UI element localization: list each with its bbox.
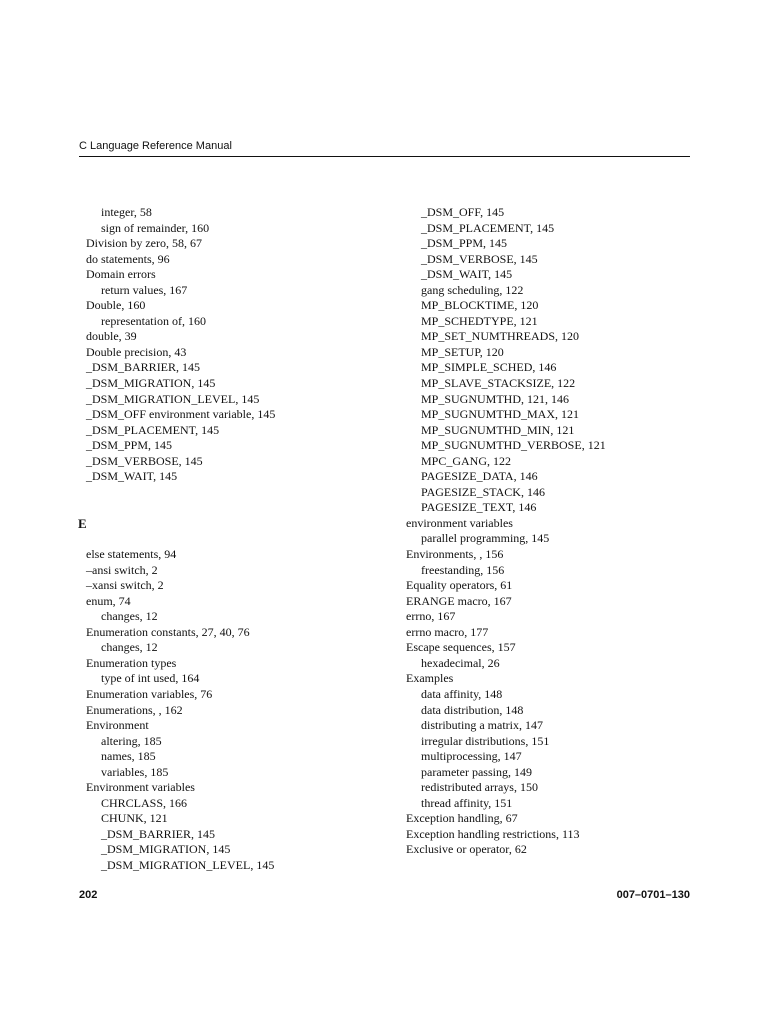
index-subentry: changes, 12	[101, 609, 158, 624]
index-column-right	[406, 205, 696, 858]
index-subentry: data affinity, 148	[421, 686, 503, 701]
document-number: 007–0701–130	[616, 889, 690, 901]
index-subentry: _DSM_MIGRATION, 145	[101, 842, 231, 857]
index-subentry: return values, 167	[101, 282, 188, 297]
blank-line	[86, 531, 386, 547]
index-entry: do statements, 96	[86, 251, 170, 266]
index-subentry: PAGESIZE_TEXT, 146	[421, 500, 537, 515]
index-subentry: MP_SUGNUMTHD_MAX, 121	[421, 407, 580, 422]
index-subentry: CHUNK, 121	[101, 811, 168, 826]
index-subentry: MP_BLOCKTIME, 120	[421, 298, 539, 313]
index-entry: –ansi switch, 2	[86, 562, 158, 577]
index-subentry: names, 185	[101, 749, 156, 764]
index-subentry: thread affinity, 151	[421, 795, 513, 810]
index-entry: _DSM_PLACEMENT, 145	[86, 422, 220, 437]
index-subentry: MP_SUGNUMTHD_MIN, 121	[421, 422, 575, 437]
index-subentry: distributing a matrix, 147	[421, 718, 543, 733]
index-subentry: _DSM_OFF, 145	[421, 205, 505, 219]
index-entry: Division by zero, 58, 67	[86, 236, 202, 251]
index-subentry: redistributed arrays, 150	[421, 780, 538, 795]
index-subentry: sign of remainder, 160	[101, 220, 210, 235]
index-subentry: irregular distributions, 151	[421, 733, 550, 748]
index-entry: Environment variables	[86, 780, 195, 795]
index-subentry: _DSM_PPM, 145	[421, 236, 508, 251]
running-header-title: C Language Reference Manual	[79, 140, 232, 152]
index-subentry: _DSM_MIGRATION_LEVEL, 145	[101, 857, 275, 872]
index-entry: Enumeration constants, 27, 40, 76	[86, 624, 250, 639]
index-entry: _DSM_MIGRATION, 145	[86, 376, 216, 391]
index-entry: errno macro, 177	[406, 624, 489, 639]
index-entry: _DSM_PPM, 145	[86, 438, 173, 453]
page-number: 202	[79, 889, 98, 901]
index-subentry: _DSM_PLACEMENT, 145	[421, 220, 555, 235]
index-entry: Domain errors	[86, 267, 156, 282]
index-subentry: gang scheduling, 122	[421, 282, 524, 297]
index-entry: Enumerations, , 162	[86, 702, 183, 717]
index-subentry: MP_SUGNUMTHD, 121, 146	[421, 391, 570, 406]
index-entry: Escape sequences, 157	[406, 640, 516, 655]
index-entry: _DSM_VERBOSE, 145	[86, 453, 203, 468]
index-entry: enum, 74	[86, 593, 131, 608]
index-entry: Double, 160	[86, 298, 146, 313]
index-subentry: hexadecimal, 26	[421, 655, 500, 670]
index-subentry: integer, 58	[101, 205, 152, 219]
index-entry: errno, 167	[406, 609, 456, 624]
index-subentry: PAGESIZE_STACK, 146	[421, 484, 545, 499]
index-subentry: CHRCLASS, 166	[101, 795, 188, 810]
index-column-left	[78, 205, 386, 874]
index-entry: Exclusive or operator, 62	[406, 842, 527, 857]
index-section-letter: E	[78, 515, 87, 531]
header-rule	[79, 156, 690, 157]
index-entry: _DSM_OFF environment variable, 145	[86, 407, 276, 422]
index-subentry: MPC_GANG, 122	[421, 453, 512, 468]
blank-line	[86, 485, 386, 501]
index-entry: _DSM_WAIT, 145	[86, 469, 178, 484]
index-subentry: MP_SCHEDTYPE, 121	[421, 313, 538, 328]
index-subentry: MP_SETUP, 120	[421, 344, 504, 359]
index-subentry: _DSM_WAIT, 145	[421, 267, 513, 282]
index-entry: Environments, , 156	[406, 547, 504, 562]
index-entry: _DSM_BARRIER, 145	[86, 360, 201, 375]
index-entry: Exception handling restrictions, 113	[406, 826, 580, 841]
index-entry: Equality operators, 61	[406, 578, 513, 593]
index-entry: Environment	[86, 718, 149, 733]
index-entry: Enumeration variables, 76	[86, 686, 213, 701]
index-subentry: _DSM_VERBOSE, 145	[421, 251, 538, 266]
index-subentry: MP_SET_NUMTHREADS, 120	[421, 329, 580, 344]
index-entry: Double precision, 43	[86, 344, 187, 359]
index-entry: ERANGE macro, 167	[406, 593, 512, 608]
index-subentry: _DSM_BARRIER, 145	[101, 826, 216, 841]
index-subentry: type of int used, 164	[101, 671, 200, 686]
index-subentry: freestanding, 156	[421, 562, 505, 577]
index-entry: environment variables	[406, 515, 513, 530]
index-subentry: changes, 12	[101, 640, 158, 655]
index-entry: –xansi switch, 2	[86, 578, 164, 593]
index-subentry: parameter passing, 149	[421, 764, 532, 779]
index-entry: else statements, 94	[86, 547, 177, 562]
index-subentry: MP_SUGNUMTHD_VERBOSE, 121	[421, 438, 606, 453]
index-subentry: multiprocessing, 147	[421, 749, 522, 764]
index-subentry: MP_SLAVE_STACKSIZE, 122	[421, 376, 576, 391]
index-subentry: PAGESIZE_DATA, 146	[421, 469, 538, 484]
index-subentry: MP_SIMPLE_SCHED, 146	[421, 360, 557, 375]
index-subentry: representation of, 160	[101, 313, 206, 328]
index-entry: double, 39	[86, 329, 137, 344]
index-entry: Enumeration types	[86, 655, 177, 670]
index-subentry: parallel programming, 145	[421, 531, 550, 546]
index-entry: Examples	[406, 671, 454, 686]
index-subentry: variables, 185	[101, 764, 169, 779]
index-entry: Exception handling, 67	[406, 811, 518, 826]
index-subentry: data distribution, 148	[421, 702, 524, 717]
index-subentry: altering, 185	[101, 733, 162, 748]
blank-line	[86, 500, 386, 516]
index-entry: _DSM_MIGRATION_LEVEL, 145	[86, 391, 260, 406]
